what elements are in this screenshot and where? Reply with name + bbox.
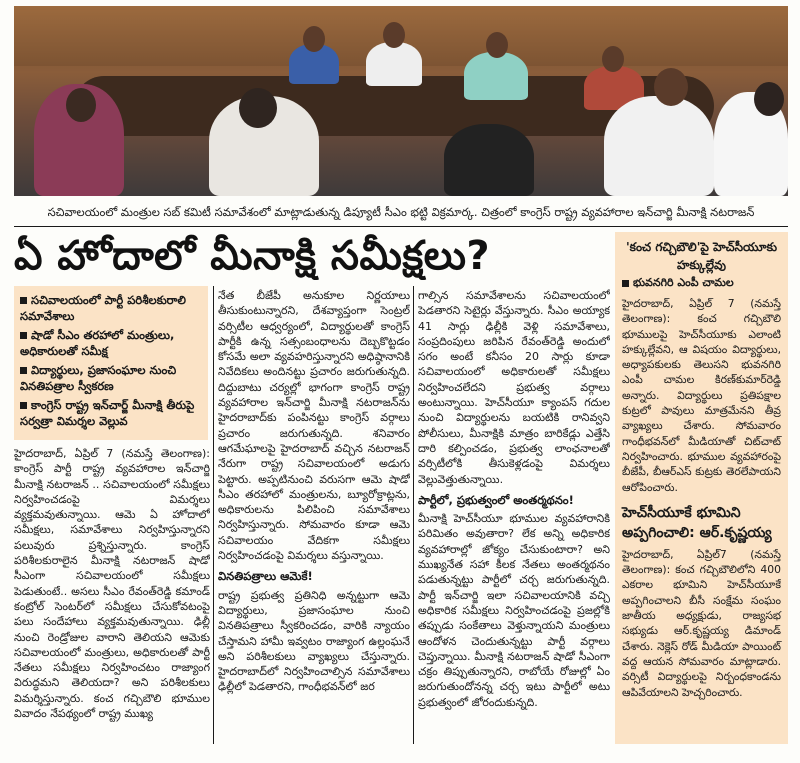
article-paragraph: నేత బీజేపీ అనుకూల నిర్ణయాలు తీసుకుంటున్నారని, దేశవ్యాప్తంగా సెంట్రల్ వర్సిటీల ఆధ్వర్యంలో, విద్యార్థులతో కాంగ్రెస్ పార్టీకి ఉన్న సత్సంబంధాలను దెబ్బకొట్టడం కోసమే అలా వ్యవహరిస్తున్నారని అధిష్ఠానానికి నివేదికలు అందినట్టు ప్రచారం జరుగుతున్నది. దిద్దుబాటు చర్యల్లో భాగంగా కాంగ్రెస్ రాష్ట్ర వ్యవహారాల ఇన్‌చార్జి మీనాక్షి నటరాజన్‌ను హైదరాబాద్‌కు పంపినట్టు కాంగ్రెస్ వర్గాలు ప్రచారం జరుగుతున్నది. శనివారం ఆగమేఘాలపై హైదరాబాద్ వచ్చిన నటరాజన్ నేరుగా రాష్ట్ర సచివాలయంలో అడుగు పెట్టారు. అప్పటినుంచి వరుసగా ఆమె షాడో సీఎం తరహాలో మంత్రులను, బ్యూరోక్రాట్లను, అధికారులను పిలిపించి సమావేశాలు నిర్వహిస్తున్నారు. సోమవారం కూడా ఆమె సచివాలయం వేదికగా సమీక్షలు నిర్వహించడంపై విమర్శలు వస్తున్నాయి. <box>218 289 410 563</box>
highlights-box <box>14 286 208 440</box>
column-divider <box>213 286 214 744</box>
photo-head <box>303 26 325 52</box>
sidebar-heading: 'కంచ గచ్చిబౌలి'పై హెచ్‌సీయూకు హక్కుల్లేవు <box>626 240 777 272</box>
photo-head <box>66 88 96 122</box>
bullet-icon <box>622 280 629 287</box>
article-paragraph: హైదరాబాద్, ఏప్రిల్ 7 (నమస్తే తెలంగాణ): కాంగ్రెస్ పార్టీ రాష్ట్ర వ్యవహారాల ఇన్‌చార్జి మీనాక్షి నటరాజన్ .. సచివాలయంలో సమీక్షలు నిర్వహించడంపై విమర్శలు వ్యక్తమవుతున్నాయి. ఆమె ఏ హోదాలో సమీక్షలు, సమావేశాలు నిర్వహిస్తున్నారని పలువురు ప్రశ్నిస్తున్నారు. కాంగ్రెస్ పరిశీలకురాలైన మీనాక్షి నటరాజన్ షాడో సీఎంగా సచివాలయంలో సమీక్షలు పెడుతుంటే.. అసలు సీఎం రేవంత్‌రెడ్డి కమాండ్ కంట్రోల్ సెంటర్‌లో సమీక్షలు చేసుకోవటంపై పలు సందేహాలు వ్యక్తమవుతున్నాయి. ఢిల్లీ నుంచి రెండ్రోజుల వారాని తెలియని ఆమెకు సచివాలయంలో మంత్రులు, అధికారులతో పార్టీ నేతలు సమీక్షలు నిర్వహించటం రాజ్యాంగ విరుద్ధమని తెలియదా? అని పరిశీలకులు విమర్శిస్తున్నారు. కంచ గచ్చిబౌలి భూముల వివాదం నేపథ్యంలో రాష్ట్ర ముఖ్య <box>14 447 210 721</box>
article-paragraph: గాల్సిన సమావేశాలను సచివాలయంలో పెడతారని సెటైర్లు వేస్తున్నారు. సీఎం అయ్యాక 41 సార్లు ఢిల్లీకి వెళ్లి సమావేశాలు, సంప్రదింపులు జరిపిన రేవంత్‌రెడ్డి అందులో సగం అంటే కనీసం 20 సార్లు కూడా సచివాలయంలో అధికారులతో సమీక్షలు నిర్వహించలేదని ప్రభుత్వ వర్గాలు అంటున్నాయి. హెచ్‌సీయూ క్యాంపస్ గదుల నుంచి విద్యార్థులను బయటికి రానివ్వని పోలీసులు, మీనాక్షికి మాత్రం బారికేడ్లు ఎత్తేసి దారి కల్పించడం, ప్రభుత్వ లాంఛనాలతో వర్సిటీలోకి తీసుకెళ్లడంపై విమర్శలు వెల్లువెత్తుతున్నాయి. <box>418 289 610 486</box>
photo-head <box>602 46 624 72</box>
column-divider <box>413 286 414 744</box>
photo-person <box>444 124 534 196</box>
photo-head <box>239 88 277 128</box>
bullet-icon <box>20 297 27 304</box>
photo-person <box>464 52 528 100</box>
meeting-photo <box>14 6 788 196</box>
photo-caption: సచివాలయంలో మంత్రుల సబ్ కమిటీ సమావేశంలో మాట్లాడుతున్న డిప్యూటీ సీఎం భట్టి విక్రమార్క. చిత్రంలో కాంగ్రెస్ రాష్ట్ర వ్యవహారాల ఇన్‌చార్జి మీనాక్షి నటరాజన్ <box>47 205 755 219</box>
photo-head <box>754 82 784 116</box>
bullet-icon <box>20 367 27 374</box>
sidebar-subheading: భువనగిరి ఎంపీ చామల <box>622 276 781 292</box>
bullet-icon <box>20 402 27 409</box>
bullet-icon <box>20 332 27 339</box>
sidebar-paragraph: హైదరాబాద్, ఏప్రిల్7 (నమస్తే తెలంగాణ): కంచ గచ్చిబౌలిలోని 400 ఎకరాల భూమిని హెచ్‌సీయూకే అప్పగించాలని బీసీ సంక్షేమ సంఘం జాతీయ అధ్యక్షుడు, రాజ్యసభ సభ్యుడు ఆర్.కృష్ణయ్య డిమాండ్ చేశారు. నెక్లెస్ రోడ్ మీడియా పాయింట్ వద్ద ఆయన సోమవారం మాట్లాడారు. వర్సిటీ విద్యార్థులపై నిర్బంధకాండను ఆపివేయాలని హెచ్చరించారు. <box>622 547 781 699</box>
subheading: పార్టీలో, ప్రభుత్వంలో అంతర్మథనం! <box>418 492 574 507</box>
highlight-item: విద్యార్థులు, ప్రజాసంఘాల నుంచి వినతిపత్రాల స్వీకరణ <box>20 363 177 393</box>
article-paragraph: మీనాక్షి హెచ్‌సీయూ భూముల వ్యవహారానికి పరిమితం అవుతారా? లేక అన్ని అధికారిక వ్యవహారాల్లో జోక్యం చేసుకుంటారా? అని ముఖ్యనేత సహా కీలక నేతలు అంతర్మథనం పడుతున్నట్టు పార్టీలో చర్చ జరుగుతున్నది. పార్టీ ఇన్‌చార్జి ఇలా సచివాలయానికి వచ్చి అధికారిక సమీక్షలు నిర్వహించడంపై ప్రజల్లోకి తప్పుడు సంకేతాలు వెళ్తున్నాయని మంత్రులు ఆందోళన చెందుతున్నట్టు పార్టీ వర్గాలు చెప్తున్నాయి. మీనాక్షి నటరాజన్ షాడో సీఎంగా చక్రం తిప్పుతున్నారని, రాబోయే రోజుల్లో ఏం జరుగుతుందోనన్న చర్చ ఇటు పార్టీలో అటు ప్రభుత్వంలో జోరందుకున్నది. <box>418 512 610 709</box>
sidebar-heading-2: హెచ్‌సీయూకే భూమిని అప్పగించాలి: ఆర్.కృష్ణయ్య <box>622 504 772 541</box>
highlight-item: కాంగ్రెస్ రాష్ట్ర ఇన్‌చార్జ్ మీనాక్షి తీరుపై సర్వత్రా విమర్శల వెల్లువ <box>20 398 195 428</box>
article-column-3 <box>418 288 610 746</box>
photo-head <box>383 22 405 48</box>
highlight-item: షాడో సీఎం తరహాలో మంత్రులు, అధికారులతో సమీక్ష <box>20 328 175 358</box>
highlight-item: సచివాలయంలో పార్టీ పరిశీలకురాలి సమావేశాలు <box>20 293 186 323</box>
photo-head <box>654 68 688 106</box>
article-column-2 <box>218 288 410 746</box>
sidebar-box <box>615 232 788 744</box>
sidebar-paragraph: హైదరాబాద్, ఏప్రిల్ 7 (నమస్తే తెలంగాణ): కంచ గచ్చిబౌలి భూములపై హెచ్‌సీయూకు ఎలాంటి హక్కుల్లేవని, ఆ విషయం విద్యార్థులు, అధ్యాపకులకు తెలుసని భువనగిరి ఎంపీ చామల కిరణ్‌కుమార్‌రెడ్డి అన్నారు. విద్యార్థులు ప్రతిపక్షాల కుట్రలో పావులు మాత్రమేనని తీవ్ర వ్యాఖ్యలు చేశారు. సోమవారం గాంధీభవన్‌లో మీడియాతో చిట్‌చాట్ నిర్వహించారు. భూముల వ్యవహారంపై బీజేపీ, బీఆర్ఎస్ కుట్రకు తెరలేపాయని ఆరోపించారు. <box>622 297 781 494</box>
photo-person <box>366 42 422 86</box>
article-column-1 <box>14 446 210 746</box>
photo-person <box>604 96 714 196</box>
photo-head <box>486 32 508 58</box>
article-paragraph: రాష్ట్ర ప్రభుత్వ ప్రతినిధి అన్నట్టుగా ఆమె విద్యార్థులు, ప్రజాసంఘాల నుంచి వినతిపత్రాలు స్వీకరించడం, వారికి న్యాయం చేస్తామని హామీ ఇవ్వటం రాజ్యాంగ ఉల్లంఘనే అని పరిశీలకులు వ్యాఖ్యలు చేస్తున్నారు. హైదరాబాద్‌లో నిర్వహించాల్సిన సమావేశాలు ఢిల్లీలో పెడతారని, గాంధీభవన్‌లో జర <box>218 588 410 694</box>
subheading: వినతిపత్రాలు ఆమెకే! <box>218 569 313 584</box>
headline: ఏ హోదాలో మీనాక్షి సమీక్షలు? <box>14 233 491 279</box>
divider <box>14 226 788 227</box>
